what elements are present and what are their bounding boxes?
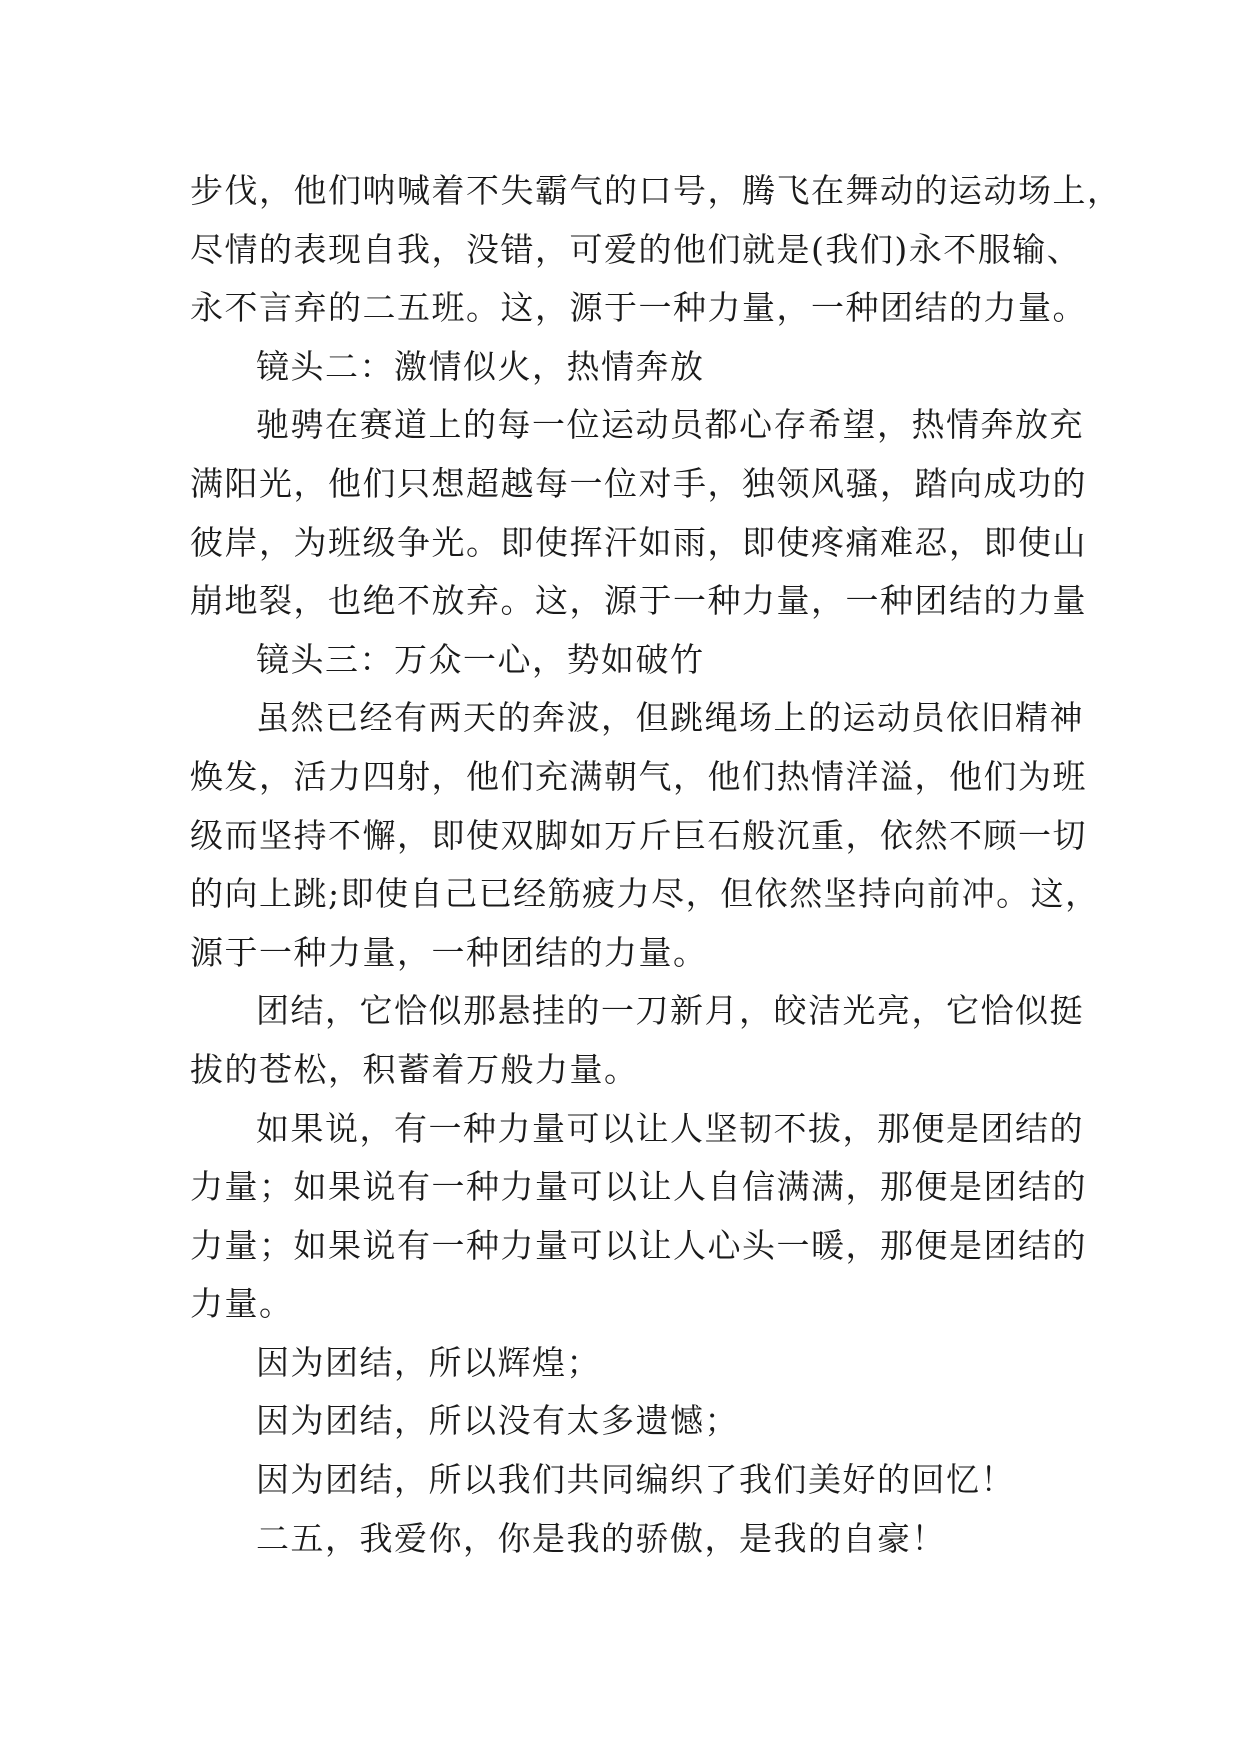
text-line: 力量；如果说有一种力量可以让人自信满满，那便是团结的 bbox=[190, 1167, 1087, 1207]
text-line: 如果说，有一种力量可以让人坚韧不拔，那便是团结的 bbox=[256, 1108, 1084, 1148]
section-heading: 镜头二：激情似火，热情奔放 bbox=[256, 346, 705, 386]
text-line: 团结，它恰似那悬挂的一刀新月，皎洁光亮，它恰似挺 bbox=[256, 991, 1084, 1031]
text-line: 力量；如果说有一种力量可以让人心头一暖，那便是团结的 bbox=[190, 1225, 1087, 1265]
text-line: 源于一种力量，一种团结的力量。 bbox=[190, 932, 708, 972]
text-line: 拔的苍松，积蓄着万般力量。 bbox=[190, 1049, 639, 1089]
text-line: 驰骋在赛道上的每一位运动员都心存希望，热情奔放充 bbox=[256, 405, 1084, 445]
text-line: 级而坚持不懈，即使双脚如万斤巨石般沉重，依然不顾一切 bbox=[190, 815, 1087, 855]
text-line: 因为团结，所以我们共同编织了我们美好的回忆！ bbox=[256, 1460, 1015, 1500]
text-line: 尽情的表现自我，没错，可爱的他们就是(我们)永不服输、 bbox=[190, 229, 1082, 269]
text-line: 虽然已经有两天的奔波，但跳绳场上的运动员依旧精神 bbox=[256, 698, 1084, 738]
text-line: 力量。 bbox=[190, 1284, 294, 1324]
text-line: 彼岸，为班级争光。即使挥汗如雨，即使疼痛难忍，即使山 bbox=[190, 522, 1087, 562]
text-line: 因为团结，所以辉煌； bbox=[256, 1342, 601, 1382]
text-line: 步伐，他们呐喊着不失霸气的口号，腾飞在舞动的运动场上， bbox=[190, 171, 1122, 210]
text-line: 因为团结，所以没有太多遗憾； bbox=[256, 1401, 739, 1441]
section-heading: 镜头三：万众一心，势如破竹 bbox=[256, 639, 705, 679]
text-line: 永不言弃的二五班。这，源于一种力量，一种团结的力量。 bbox=[190, 288, 1087, 328]
text-line: 二五，我爱你，你是我的骄傲，是我的自豪！ bbox=[256, 1518, 946, 1558]
text-line: 的向上跳;即使自己已经筋疲力尽，但依然坚持向前冲。这， bbox=[190, 874, 1100, 914]
text-line: 满阳光，他们只想超越每一位对手，独领风骚，踏向成功的 bbox=[190, 463, 1087, 503]
document-body bbox=[190, 162, 1122, 1568]
text-line: 焕发，活力四射，他们充满朝气，他们热情洋溢，他们为班 bbox=[190, 756, 1087, 796]
text-line: 崩地裂，也绝不放弃。这，源于一种力量，一种团结的力量 bbox=[190, 581, 1087, 621]
